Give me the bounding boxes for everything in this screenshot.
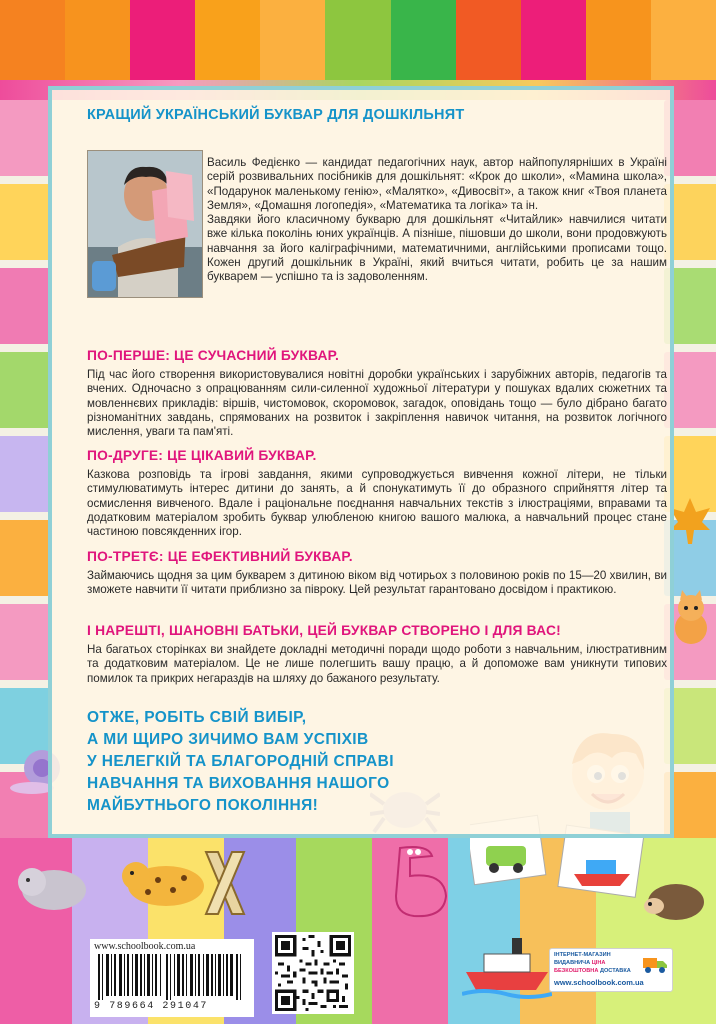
shop-delivery-highlight: БЕЗКОШТОВНА <box>554 968 599 974</box>
online-shop-badge[interactable] <box>549 948 673 992</box>
author-photo <box>87 150 203 298</box>
jaguar-illustration <box>118 846 208 916</box>
closing-line: У НЕЛЕГКІЙ ТА БЛАГОРОДНІЙ СПРАВІ <box>87 753 394 770</box>
isbn-number: 9 789664 291047 <box>94 1001 209 1012</box>
barcode-label <box>90 939 254 1017</box>
intro-paragraph: Завдяки його класичному букварю для дошкільнят «Читайлик» навчилися читати вже кілька поколінь юних українців. А пізніше, пішовши до школи, вони продовжують навчання за його каліграфічними, математичними, англійськими прописами тощо. Кожен другий дошкільник в Україні, який вчиться читати, робить це за нашим букварем — успішно та із задоволенням. <box>207 213 667 284</box>
section-text-interesting: Казкова розповідь та ігрові завдання, якими супроводжується вивчення кожної літери, не тільки стимулюватимуть інтерес дитини до занять, а й спонукатимуть її до образного сприйняття літер та осмислення вивченого. Вдале і раціональне поєднання навчальних текстів з ілюстраціями, вправами та додатковим матеріалом зробить буквар улюбленою книгою вашого малюка, а навчальний процес стане частиною повсякденних ігор. <box>87 468 667 539</box>
shop-price-word: ВИДАВНИЧА <box>554 960 591 966</box>
kitten-illustration <box>668 590 714 646</box>
qr-code <box>272 932 354 1014</box>
author-intro <box>207 156 667 285</box>
closing-line: НАВЧАННЯ ТА ВИХОВАННЯ НАШОГО <box>87 775 390 792</box>
shop-price-label <box>554 960 605 966</box>
closing-message <box>87 707 394 817</box>
delivery-truck-icon <box>642 954 668 974</box>
shop-delivery-word: ДОСТАВКА <box>599 968 631 974</box>
hedgehog-illustration <box>640 872 710 922</box>
maple-leaf-illustration <box>668 496 712 546</box>
intro-paragraph: Василь Федієнко — кандидат педагогічних наук, автор найпопулярніших в Україні серій розвивальних посібників для дошкільнят: «Крок до школи», «Мамина школа», «Подарунок маленькому генію», «Малятко», «Дивосвіт», а також книг «Твоя планета Земля», «Домашня логопедія», «Математика та логіка» та ін. <box>207 156 667 212</box>
shop-delivery-label <box>554 968 631 974</box>
section-heading-parents: І НАРЕШТІ, ШАНОВНІ БАТЬКИ, ЦЕЙ БУКВАР СТВОРЕНО І ДЛЯ ВАС! <box>87 623 561 638</box>
shop-url[interactable]: www.schoolbook.com.ua <box>554 978 644 987</box>
top-color-stripes <box>0 0 716 80</box>
barcode-icon <box>96 954 248 1000</box>
section-heading-effective: ПО-ТРЕТЄ: ЦЕ ЕФЕКТИВНИЙ БУКВАР. <box>87 549 353 564</box>
letter-x-illustration <box>200 848 250 918</box>
qr-code-icon <box>275 935 351 1011</box>
closing-line: А МИ ЩИРО ЗИЧИМО ВАМ УСПІХІВ <box>87 731 369 748</box>
letter-b-illustration <box>380 842 460 922</box>
barcode-url: www.schoolbook.com.ua <box>94 941 196 952</box>
closing-line: ОТЖЕ, РОБІТЬ СВІЙ ВИБІР, <box>87 709 307 726</box>
description-panel <box>48 86 674 838</box>
ship-illustration <box>462 930 552 1000</box>
closing-line: МАЙБУТНЬОГО ПОКОЛІННЯ! <box>87 797 319 814</box>
section-heading-interesting: ПО-ДРУГЕ: ЦЕ ЦІКАВИЙ БУКВАР. <box>87 448 317 463</box>
headline: КРАЩИЙ УКРАЇНСЬКИЙ БУКВАР ДЛЯ ДОШКІЛЬНЯТ <box>87 107 465 123</box>
shop-price-highlight: ЦІНА <box>591 960 606 966</box>
section-heading-modern: ПО-ПЕРШЕ: ЦЕ СУЧАСНИЙ БУКВАР. <box>87 348 340 363</box>
section-text-modern: Під час його створення використовувалися новітні доробки українських і зарубіжних авторів, педагогів та вчених. Одночасно з опрацюванням сили-силенної художньої літератури у пошуках вдалих сюжетних та мовленнєвих прикладів: віршів, чистомовок, скоромовок, загадок, оповідань тощо — було дібрано багато різноманітних завдань, спрямованих на розвиток і закріплення навичок читання, на розвиток логічного мислення, уваги та пам'яті. <box>87 368 667 439</box>
shop-label: ІНТЕРНЕТ-МАГАЗИН <box>554 952 611 958</box>
section-text-parents: На багатьох сторінках ви знайдете докладні методичні поради щодо роботи з навчальним, ілюстративним та додатковим матеріалом. Це не лише полегшить вашу працю, а й допоможе вам уникнути типових помилок та прикрих негараздів на шляху до бажаного результату. <box>87 643 667 685</box>
section-text-effective: Займаючись щодня за цим букварем з дитиною віком від чотирьох з половиною років по 15—20 хвилин, ви зможете навчити її читати приблизно за півроку. Цей результат гарантовано досвідом і практикою. <box>87 569 667 597</box>
elephant-illustration <box>12 856 92 916</box>
